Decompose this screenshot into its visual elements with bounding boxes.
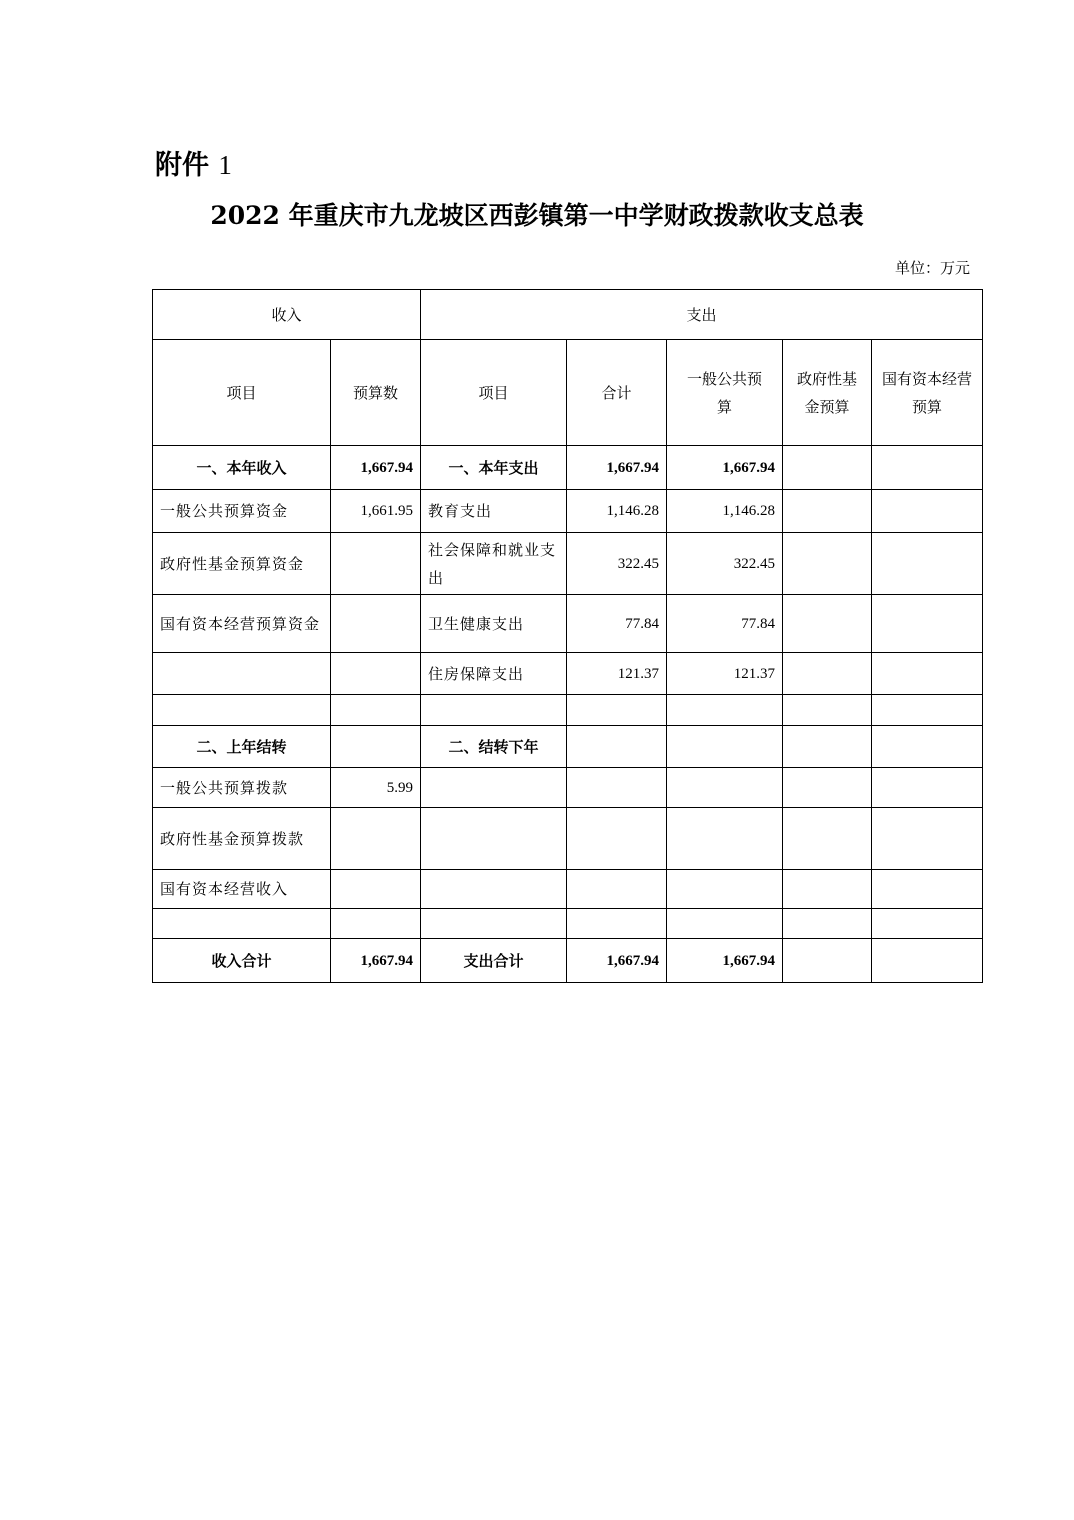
expense-item-cell: [421, 808, 567, 870]
income-budget-cell: [331, 653, 421, 695]
gov-fund-budget-cell: [783, 909, 872, 939]
general-budget-cell: [667, 870, 783, 909]
column-header-row: [153, 340, 983, 446]
total-cell: [567, 768, 667, 808]
table-row: [153, 490, 983, 533]
expense-item-cell: 一、本年支出: [421, 446, 567, 490]
expense-item-cell: [421, 695, 567, 726]
state-capital-budget-cell: [872, 909, 983, 939]
income-item-cell: 政府性基金预算拨款: [153, 808, 331, 870]
attachment-text: 附件: [155, 150, 209, 181]
table-row: [153, 653, 983, 695]
gov-fund-budget-cell: [783, 726, 872, 768]
income-item-cell: [153, 695, 331, 726]
page-title: 2022 年重庆市九龙坡区西彭镇第一中学财政拨款收支总表: [210, 201, 864, 230]
income-item-cell: 政府性基金预算资金: [153, 533, 331, 595]
table-row: [153, 533, 983, 595]
income-item-cell: 一般公共预算拨款: [153, 768, 331, 808]
state-capital-budget-cell: [872, 533, 983, 595]
expense-item-cell: [421, 768, 567, 808]
general-budget-cell: [667, 726, 783, 768]
state-capital-budget-cell: [872, 653, 983, 695]
state-capital-budget-cell: [872, 768, 983, 808]
income-budget-cell: [331, 695, 421, 726]
income-item-cell: [153, 909, 331, 939]
income-budget-cell: [331, 870, 421, 909]
table-row: [153, 726, 983, 768]
expense-group-header: 支出: [421, 290, 983, 340]
total-cell: 77.84: [567, 595, 667, 653]
income-item-cell: 一、本年收入: [153, 446, 331, 490]
income-budget-cell: [331, 909, 421, 939]
gov-fund-budget-cell: [783, 653, 872, 695]
expense-total-label: 支出合计: [421, 939, 567, 983]
income-budget-cell: [331, 808, 421, 870]
totals-row: [153, 939, 983, 983]
gov-fund-budget-cell: [783, 595, 872, 653]
total-cell: [567, 909, 667, 939]
col-income-budget: 预算数: [331, 340, 421, 446]
income-item-cell: [153, 653, 331, 695]
table-row: [153, 808, 983, 870]
table-row: [153, 446, 983, 490]
income-budget-cell: 1,661.95: [331, 490, 421, 533]
general-budget-cell: [667, 808, 783, 870]
total-cell: [567, 870, 667, 909]
state-capital-budget-cell: [872, 695, 983, 726]
income-item-cell: 二、上年结转: [153, 726, 331, 768]
total-cell: 121.37: [567, 653, 667, 695]
general-budget-cell: 1,146.28: [667, 490, 783, 533]
total-cell: [567, 695, 667, 726]
income-total-value: 1,667.94: [331, 939, 421, 983]
col-general-budget: 一般公共预算: [667, 340, 783, 446]
general-budget-cell: 322.45: [667, 533, 783, 595]
income-item-cell: 国有资本经营预算资金: [153, 595, 331, 653]
expense-item-cell: 住房保障支出: [421, 653, 567, 695]
income-item-cell: 一般公共预算资金: [153, 490, 331, 533]
gov-fund-budget-cell: [783, 533, 872, 595]
budget-summary-table: [152, 289, 983, 983]
attachment-label: [155, 143, 232, 182]
table-row: [153, 595, 983, 653]
expense-item-cell: 教育支出: [421, 490, 567, 533]
group-header-row: [153, 290, 983, 340]
state-capital-budget-cell: [872, 446, 983, 490]
table-row: [153, 870, 983, 909]
col-state-capital-budget: 国有资本经营预算: [872, 340, 983, 446]
total-cell: [567, 726, 667, 768]
general-budget-cell: [667, 768, 783, 808]
income-budget-cell: [331, 595, 421, 653]
income-group-header: 收入: [153, 290, 421, 340]
income-budget-cell: [331, 726, 421, 768]
total-cell: [567, 808, 667, 870]
col-total: 合计: [567, 340, 667, 446]
col-gov-fund-budget: 政府性基金预算: [783, 340, 872, 446]
gov-fund-budget-cell: [783, 808, 872, 870]
income-total-label: 收入合计: [153, 939, 331, 983]
general-budget-cell: [667, 909, 783, 939]
expense-item-cell: [421, 870, 567, 909]
gov-fund-budget-cell: [783, 490, 872, 533]
state-capital-budget-cell: [872, 490, 983, 533]
state-capital-budget-cell: [872, 808, 983, 870]
income-item-cell: 国有资本经营收入: [153, 870, 331, 909]
gov-fund-budget-cell: [783, 768, 872, 808]
attachment-number: 1: [218, 150, 232, 180]
expense-item-cell: 社会保障和就业支出: [421, 533, 567, 595]
general-budget-cell: 77.84: [667, 595, 783, 653]
income-budget-cell: 1,667.94: [331, 446, 421, 490]
state-capital-budget-cell: [872, 939, 983, 983]
general-budget-cell: 121.37: [667, 653, 783, 695]
total-cell: 1,667.94: [567, 939, 667, 983]
table-row: [153, 695, 983, 726]
gov-fund-budget-cell: [783, 870, 872, 909]
unit-label: 单位：万元: [894, 259, 970, 277]
col-expense-item: 项目: [421, 340, 567, 446]
general-budget-cell: 1,667.94: [667, 939, 783, 983]
income-budget-cell: [331, 533, 421, 595]
total-cell: 1,146.28: [567, 490, 667, 533]
total-cell: 322.45: [567, 533, 667, 595]
state-capital-budget-cell: [872, 595, 983, 653]
state-capital-budget-cell: [872, 726, 983, 768]
gov-fund-budget-cell: [783, 939, 872, 983]
expense-item-cell: 二、结转下年: [421, 726, 567, 768]
expense-item-cell: [421, 909, 567, 939]
general-budget-cell: [667, 695, 783, 726]
state-capital-budget-cell: [872, 870, 983, 909]
income-budget-cell: 5.99: [331, 768, 421, 808]
general-budget-cell: 1,667.94: [667, 446, 783, 490]
gov-fund-budget-cell: [783, 446, 872, 490]
total-cell: 1,667.94: [567, 446, 667, 490]
gov-fund-budget-cell: [783, 695, 872, 726]
table-row: [153, 768, 983, 808]
col-income-item: 项目: [153, 340, 331, 446]
expense-item-cell: 卫生健康支出: [421, 595, 567, 653]
table-row: [153, 909, 983, 939]
